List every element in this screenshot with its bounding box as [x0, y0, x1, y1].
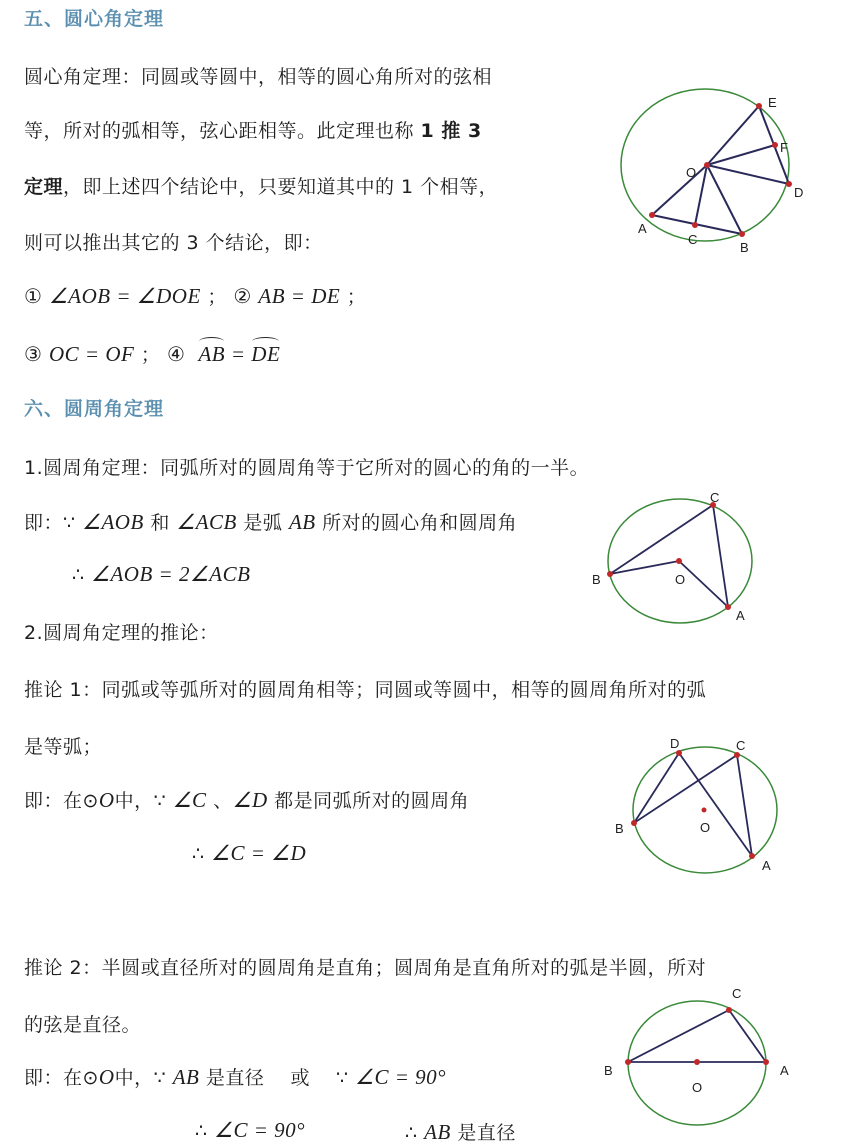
label-a: A	[736, 608, 745, 623]
paragraph-line: 圆心角定理：同圆或等圆中，相等的圆心角所对的弦相	[24, 66, 493, 88]
text: 、	[206, 790, 233, 812]
label-a: A	[762, 858, 771, 873]
paragraph-line: 则可以推出其它的 3 个结论，即：	[24, 232, 323, 254]
math: AB	[172, 1065, 200, 1089]
text: 是弧	[236, 512, 289, 534]
conclusion-line-1-2	[24, 282, 366, 309]
corollary1-therefore	[192, 841, 306, 866]
inscribed-angle-figure	[590, 480, 790, 630]
math: O	[98, 1065, 115, 1089]
math: ∠ACB	[176, 510, 237, 534]
text: 所对的圆心角和圆周角	[315, 512, 518, 534]
label-f: F	[780, 140, 788, 155]
separator: ；	[207, 286, 227, 308]
math: AB	[288, 510, 316, 534]
arc-ab: AB	[198, 342, 226, 366]
label-c: C	[688, 232, 698, 247]
ie-line-1	[24, 508, 517, 535]
label-d: D	[794, 185, 804, 200]
label-o: O	[700, 820, 711, 835]
label-o: O	[692, 1080, 703, 1095]
circled-number: ②	[233, 286, 252, 308]
therefore-symbol: ∴	[405, 1122, 425, 1144]
math: ∠AOB = 2∠ACB	[91, 562, 251, 586]
therefore-symbol: ∴	[192, 843, 212, 865]
conclusion-line-3-4	[24, 340, 280, 367]
circled-number: ③	[24, 344, 43, 366]
text: 都是同弧所对的圆周角	[267, 790, 470, 812]
separator: ；	[140, 344, 161, 366]
label-b: B	[592, 572, 601, 587]
text: 即：∵	[24, 512, 83, 534]
corollary1-line2: 是等弧；	[24, 736, 103, 758]
math-expression: AB = DE	[258, 284, 341, 308]
math: ∠D	[232, 788, 268, 812]
text: 和	[143, 512, 177, 534]
therefore-symbol: ∴	[72, 564, 92, 586]
corollary2-ie	[24, 1063, 446, 1090]
text: ，即上述四个结论中，只要知道其中的 1 个相等，	[63, 176, 499, 198]
corollary-heading: 2.圆周角定理的推论：	[24, 622, 219, 644]
corollary2-therefore-1	[195, 1118, 305, 1143]
bold-text: 定理	[24, 176, 64, 198]
label-d: D	[670, 736, 680, 751]
label-a: A	[638, 221, 647, 236]
math-expression: ∠AOB = ∠DOE	[48, 284, 201, 308]
label-c: C	[736, 738, 746, 753]
text: 中，∵	[114, 790, 173, 812]
text: 中，∵	[114, 1067, 173, 1089]
label-c: C	[732, 986, 742, 1001]
corollary1-line1: 推论 1：同弧或等弧所对的圆周角相等；同圆或等圆中，相等的圆周角所对的弧	[24, 679, 707, 701]
therefore-symbol: ∴	[195, 1120, 215, 1142]
label-c: C	[710, 490, 720, 505]
math: AB	[424, 1120, 451, 1144]
math: ∠C	[172, 788, 207, 812]
corollary2-line1: 推论 2：半圆或直径所对的圆周角是直角；圆周角是直角所对的弧是半圆，所对	[24, 957, 707, 979]
section-heading-inscribed-angle: 六、圆周角定理	[24, 398, 165, 420]
corollary1-ie	[24, 786, 469, 813]
math: O	[98, 788, 115, 812]
text: 等，所对的弧相等，弦心距相等。此定理也称	[24, 120, 421, 142]
separator: ；	[346, 286, 367, 308]
label-b: B	[740, 240, 749, 255]
label-a: A	[780, 1063, 789, 1078]
label-e: E	[768, 95, 777, 110]
math: ∠C = ∠D	[211, 841, 307, 865]
corollary2-line2: 的弦是直径。	[24, 1014, 142, 1036]
label-b: B	[615, 821, 624, 836]
circled-number: ④	[166, 344, 186, 366]
equals: =	[225, 342, 252, 366]
corollary2-figure	[600, 980, 800, 1145]
theorem-line: 1.圆周角定理：同弧所对的圆周角等于它所对的圆心的角的一半。	[24, 457, 590, 479]
math: ∠AOB	[82, 510, 144, 534]
label-o: O	[675, 572, 686, 587]
text: 是直径	[450, 1122, 516, 1144]
paragraph-line	[24, 116, 482, 143]
circled-number: ①	[24, 286, 43, 308]
section-heading-central-angle: 五、圆心角定理	[24, 8, 165, 30]
label-o: O	[686, 165, 697, 180]
math: ∠C = 90°	[355, 1065, 447, 1089]
therefore-line-1	[72, 562, 250, 587]
text: 即：在⊙	[24, 1067, 99, 1089]
paragraph-line	[24, 172, 498, 199]
label-b: B	[604, 1063, 613, 1078]
text: 即：在⊙	[24, 790, 99, 812]
text: 是直径 或 ∵	[199, 1067, 356, 1089]
math: ∠C = 90°	[214, 1118, 306, 1142]
corollary1-figure	[600, 730, 800, 880]
bold-text: 1 推 3	[420, 120, 482, 142]
central-angle-figure	[580, 80, 864, 260]
math-expression: OC = OF	[48, 342, 135, 366]
corollary2-therefore-2	[405, 1118, 516, 1145]
arc-de: DE	[251, 342, 281, 366]
